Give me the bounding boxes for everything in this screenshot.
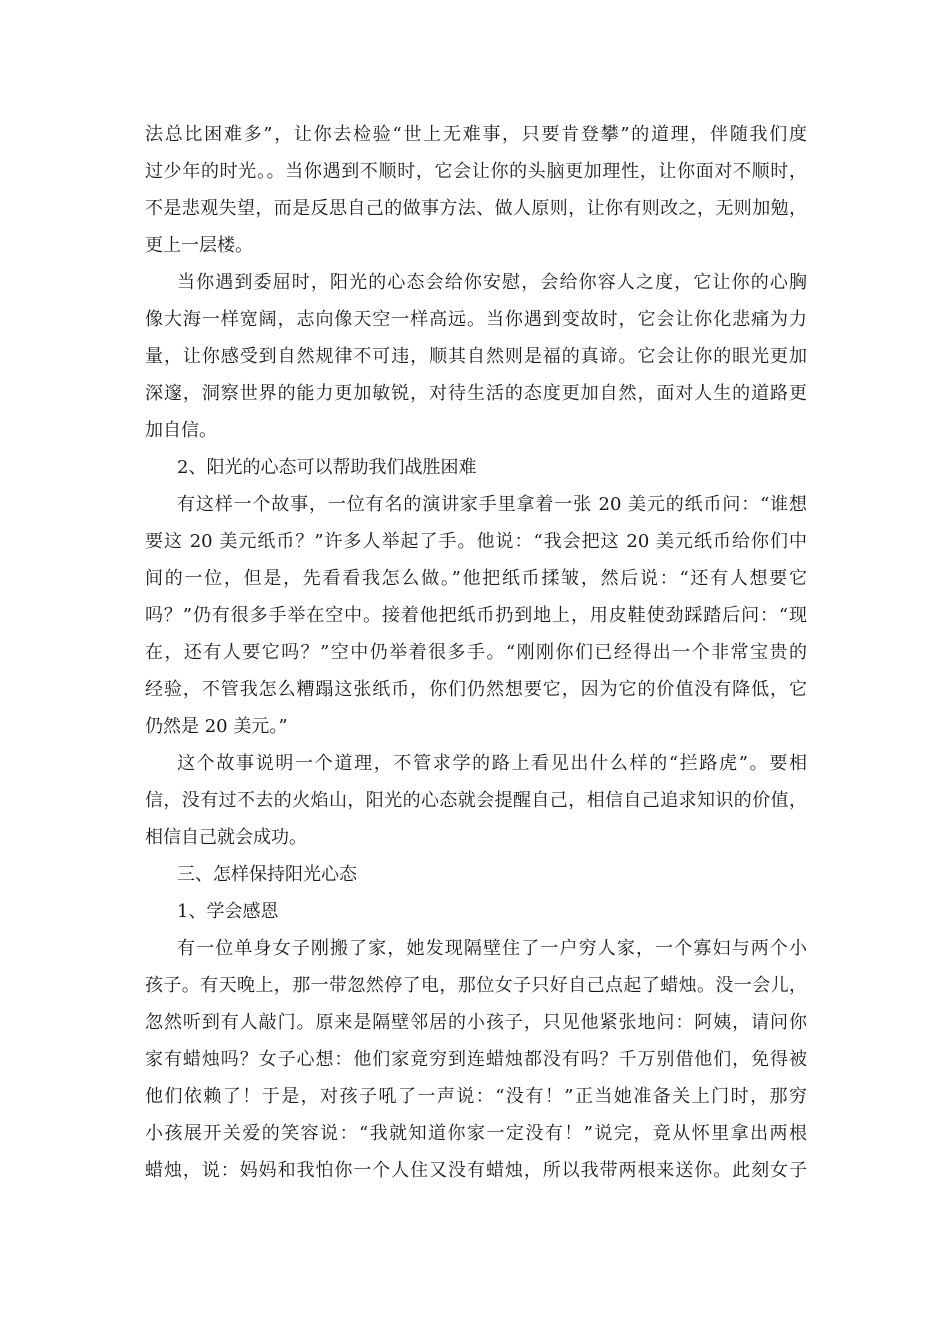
text-line: 小孩展开关爱的笑容说：“我就知道你家一定没有！”说完，竟从怀里拿出两根 (145, 1123, 807, 1144)
text-line: 量，让你感受到自然规律不可违，顺其自然则是福的真谛。它会让你的眼光更加 (145, 346, 807, 367)
text-line: 吗？”仍有很多手举在空中。接着他把纸币扔到地上，用皮鞋使劲踩踏后问：“现 (145, 605, 807, 626)
section-heading: 2、阳光的心态可以帮助我们战胜困难 (177, 457, 477, 478)
text-line: 相信自己就会成功。 (145, 827, 307, 848)
paragraph-start-line: 当你遇到委屈时，阳光的心态会给你安慰，会给你容人之度，它让你的心胸 (177, 272, 807, 293)
text-line: 更上一层楼。 (145, 235, 253, 256)
text-line: 加自信。 (145, 420, 217, 441)
text-line: 间的一位，但是，先看看我怎么做。”他把纸币揉皱，然后说：“还有人想要它 (145, 568, 807, 589)
text-line: 孩子。有天晚上，那一带忽然停了电，那位女子只好自己点起了蜡烛。没一会儿， (145, 975, 807, 996)
text-line: 深邃，洞察世界的能力更加敏锐，对待生活的态度更加自然，面对人生的道路更 (145, 383, 807, 404)
text-line: 像大海一样宽阔，志向像天空一样高远。当你遇到变故时，它会让你化悲痛为力 (145, 309, 807, 330)
text-line: 他们依赖了！于是，对孩子吼了一声说：“没有！”正当她准备关上门时，那穷 (145, 1086, 807, 1107)
text-line: 仍然是 20 美元。” (145, 716, 288, 737)
text-line: 家有蜡烛吗？女子心想：他们家竟穷到连蜡烛都没有吗？千万别借他们，免得被 (145, 1049, 807, 1070)
text-line: 要这 20 美元纸币？”许多人举起了手。他说：“我会把这 20 美元纸币给你们中 (145, 531, 807, 552)
section-heading: 三、怎样保持阳光心态 (177, 864, 357, 885)
text-line: 忽然听到有人敲门。原来是隔壁邻居的小孩子，只见他紧张地问：阿姨，请问你 (145, 1012, 807, 1033)
text-line: 经验，不管我怎么糟蹋这张纸币，你们仍然想要它，因为它的价值没有降低，它 (145, 679, 807, 700)
subsection-heading: 1、学会感恩 (177, 901, 279, 922)
text-line: 法总比困难多”，让你去检验“世上无难事，只要肯登攀”的道理，伴随我们度 (145, 124, 807, 145)
text-line: 在，还有人要它吗？”空中仍举着很多手。“刚刚你们已经得出一个非常宝贵的 (145, 642, 807, 663)
text-line: 过少年的时光。。当你遇到不顺时，它会让你的头脑更加理性，让你面对不顺时， (145, 161, 807, 182)
text-line: 信，没有过不去的火焰山，阳光的心态就会提醒自己，相信自己追求知识的价值， (145, 790, 807, 811)
text-line: 不是悲观失望，而是反思自己的做事方法、做人原则，让你有则改之，无则加勉， (145, 198, 807, 219)
document-body (145, 116, 807, 1189)
paragraph-start-line: 这个故事说明一个道理，不管求学的路上看见出什么样的“拦路虎”。要相 (177, 753, 807, 774)
paragraph-start-line: 有一位单身女子刚搬了家，她发现隔壁住了一户穷人家，一个寡妇与两个小 (177, 938, 807, 959)
text-line: 蜡烛，说：妈妈和我怕你一个人住又没有蜡烛，所以我带两根来送你。此刻女子 (145, 1160, 807, 1181)
paragraph-start-line: 有这样一个故事，一位有名的演讲家手里拿着一张 20 美元的纸币问：“谁想 (177, 494, 807, 515)
